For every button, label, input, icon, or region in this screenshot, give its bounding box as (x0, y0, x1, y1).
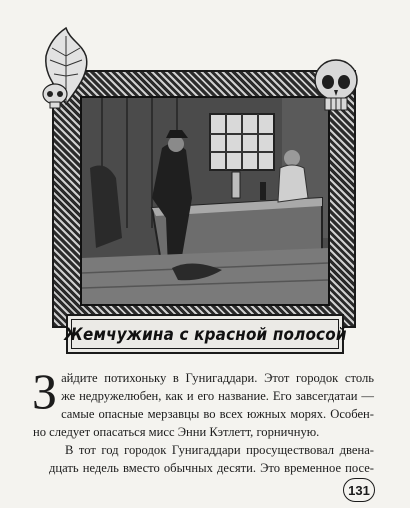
page-number: 131 (343, 478, 375, 502)
chapter-title-banner (63, 314, 347, 354)
drop-cap: З (32, 363, 58, 419)
illustration (80, 96, 330, 306)
text-line: самые опасные мерзавцы во всех южных морях. Особен- (61, 407, 374, 421)
body-text (32, 363, 374, 477)
text-line: же недружелюбен, как и его название. Его завсегдатаи — (61, 389, 374, 403)
text-line: но следует опасаться мисс Энни Кэтлетт, горничную. (33, 425, 320, 439)
chapter-title: Жемчужина с красной полосой (63, 324, 347, 344)
paragraph-1 (32, 363, 374, 441)
skull-icon (40, 82, 70, 110)
skull-icon (310, 56, 362, 114)
text-line: В тот год городок Гунигаддари просуществовал двена- (65, 443, 374, 457)
paragraph-2 (33, 441, 374, 477)
text-line: дцать недель вместо обычных десяти. Это временное посе- (49, 461, 374, 475)
text-line: айдите потихоньку в Гунигаддари. Этот городок столь (61, 371, 374, 385)
tavern-scene-image (82, 98, 328, 304)
